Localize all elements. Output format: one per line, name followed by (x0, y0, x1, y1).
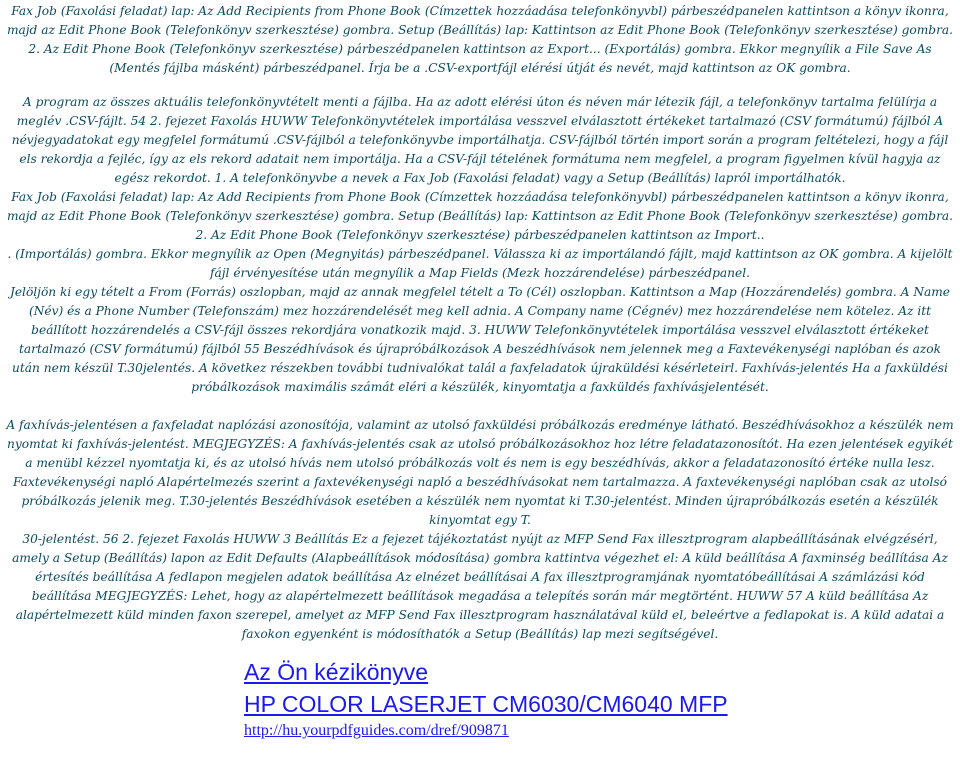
paragraph-fax-call-report: A faxhívás-jelentésen a faxfeladat naplózási azonosítója, valamint az utolsó faxküldési próbálkozás eredménye látható. Beszédhívásokhoz a készülék nem nyomtat ki faxhívás-jelentést. MEGJEGYZÉS: A faxhívás-jelentés csak az utolsó próbálkozásokhoz hoz létre feladatazonosítót. Ha ezen jelentések egyikét a menübl kézzel nyomtatja ki, és az utolsó hívás nem utolsó próbálkozás volt és nem is egy beszédhívás, akkor a feladatazonosító értéke nulla lesz. Faxtevékenységi napló Alapértelmezés szerint a faxtevékenységi napló a beszédhívásokat nem tartalmazza. A faxtevékenységi naplóban csak az utolsó próbálkozás jelenik meg. T.30-jelentés Beszédhívások esetében a készülék nem nyomtat ki T.30-jelentést. Minden újrapróbálkozás esetén a készülék kinyomtat egy T. (6, 418, 954, 527)
paragraph-spacer (4, 397, 956, 416)
paragraph-import-intro: A program az összes aktuális telefonkönyvtételt menti a fájlba. Ha az adott elérési úton és néven már létezik fájl, a telefonkönyv tartalma felülírja a meglév .CSV-fájlt. 54 2. fejezet Faxolás HUWW Telefonkönyvtételek importálása vesszvel elválasztott értékeket tartalmazó (CSV formátumú) fájlból A névjegyadatokat egy megfelel formátumú .CSV-fájlból a telefonkönyvbe importálhatja. CSV-fájlból történ import során a program feltételezi, hogy a fájl els rekordja a fejléc, így az els rekord adatait nem importálja. Ha a CSV-fájl tételének formátuma nem megfelel, a program figyelmen kívül hagyja az egész rekordot. 1. A telefonkönyvbe a nevek a Fax Job (Faxolási feladat) vagy a Setup (Beállítás) lapról importálhatók. (11, 95, 949, 185)
manual-title-link[interactable]: Az Ön kézikönyve (244, 659, 429, 685)
source-url-link[interactable]: http://hu.yourpdfguides.com/dref/909871 (244, 722, 509, 739)
paragraph-setup: 30-jelentést. 56 2. fejezet Faxolás HUWW 3 Beállítás Ez a fejezet tájékoztatást nyújt az MFP Send Fax illesztprogram alapbeállításának elvégzésérl, amely a Setup (Beállítás) lapon az Edit Defaults (Alapbeállítások módosítása) gombra kattintva végezhet el: A küld beállítása A faxminség beállítása Az értesítés beállítása A fedlapon megjelen adatok beállítása Az elnézet beállításai A fax illesztprogramjának nyomtatóbeállításai A számlázási kód beállítása MEGJEGYZÉS: Lehet, hogy az alapértelmezett beállítások megadása a telepítés során már megtörtént. HUWW 57 A küld beállítása Az alapértelmezett küld minden faxon szerepel, amelyet az MFP Send Fax illesztprogram használatával küld el, beleértve a fedlapokat is. A küld adatai a faxokon egyenként is módosíthatók a Setup (Beállítás) lap mezi segítségével. (12, 532, 948, 641)
paragraph-import-open: . (Importálás) gombra. Ekkor megnyílik az Open (Megnyitás) párbeszédpanel. Válassza ki az importálandó fájlt, majd kattintson az OK gombra. A kijelölt fájl érvényesítése után megnyílik a Map Fields (Mezk hozzárendelése) párbeszédpanel. (7, 247, 953, 280)
footer-links (244, 657, 944, 742)
product-model-link[interactable]: HP COLOR LASERJET CM6030/CM6040 MFP (244, 691, 728, 717)
paragraph-import-steps: Fax Job (Faxolási feladat) lap: Az Add Recipients from Phone Book (Címzettek hozzáadása telefonkönyvbl) párbeszédpanelen kattintson a könyv ikonra, majd az Edit Phone Book (Telefonkönyv szerkesztése) gombra. Setup (Beállítás) lap: Kattintson az Edit Phone Book (Telefonkönyv szerkesztése) gombra. 2. Az Edit Phone Book (Telefonkönyv szerkesztése) párbeszédpanelen kattintson az Import.. (6, 190, 954, 242)
paragraph-spacer (4, 78, 956, 93)
paragraph-map-fields: Jelöljön ki egy tételt a From (Forrás) oszlopban, majd az annak megfelel tételt a To (Cél) oszlopban. Kattintson a Map (Hozzárendelés) gombra. A Name (Név) és a Phone Number (Telefonszám) mez hozzárendelését meg kell adnia. A Company name (Cégnév) mez hozzárendelése nem kötelez. Az itt beállított hozzárendelés a CSV-fájl összes rekordjára vonatkozik majd. 3. HUWW Telefonkönyvtételek importálása vesszvel elválasztott értékeket tartalmazó (CSV formátumú) fájlból 55 Beszédhívások és újrapróbálkozások A beszédhívások nem jelennek meg a Faxtevékenységi naplóban és azok után nem készül T.30jelentés. A következ részekben további tudnivalókat talál a faxfeladatok újraküldési késérleteirl. Faxhívás-jelentés Ha a faxküldési próbálkozások maximális számát eléri a készülék, kinyomtatja a faxküldés faxhívásjelentését. (9, 285, 951, 394)
paragraph-export-steps: Fax Job (Faxolási feladat) lap: Az Add Recipients from Phone Book (Címzettek hozzáadása telefonkönyvbl) párbeszédpanelen kattintson a könyv ikonra, majd az Edit Phone Book (Telefonkönyv szerkesztése) gombra. Setup (Beállítás) lap: Kattintson az Edit Phone Book (Telefonkönyv szerkesztése) gombra. 2. Az Edit Phone Book (Telefonkönyv szerkesztése) párbeszédpanelen kattintson az Export... (Exportálás) gombra. Ekkor megnyílik a File Save As (Mentés fájlba másként) párbeszédpanel. Írja be a .CSV-exportfájl elérési útját és nevét, majd kattintson az OK gombra. (6, 4, 954, 75)
